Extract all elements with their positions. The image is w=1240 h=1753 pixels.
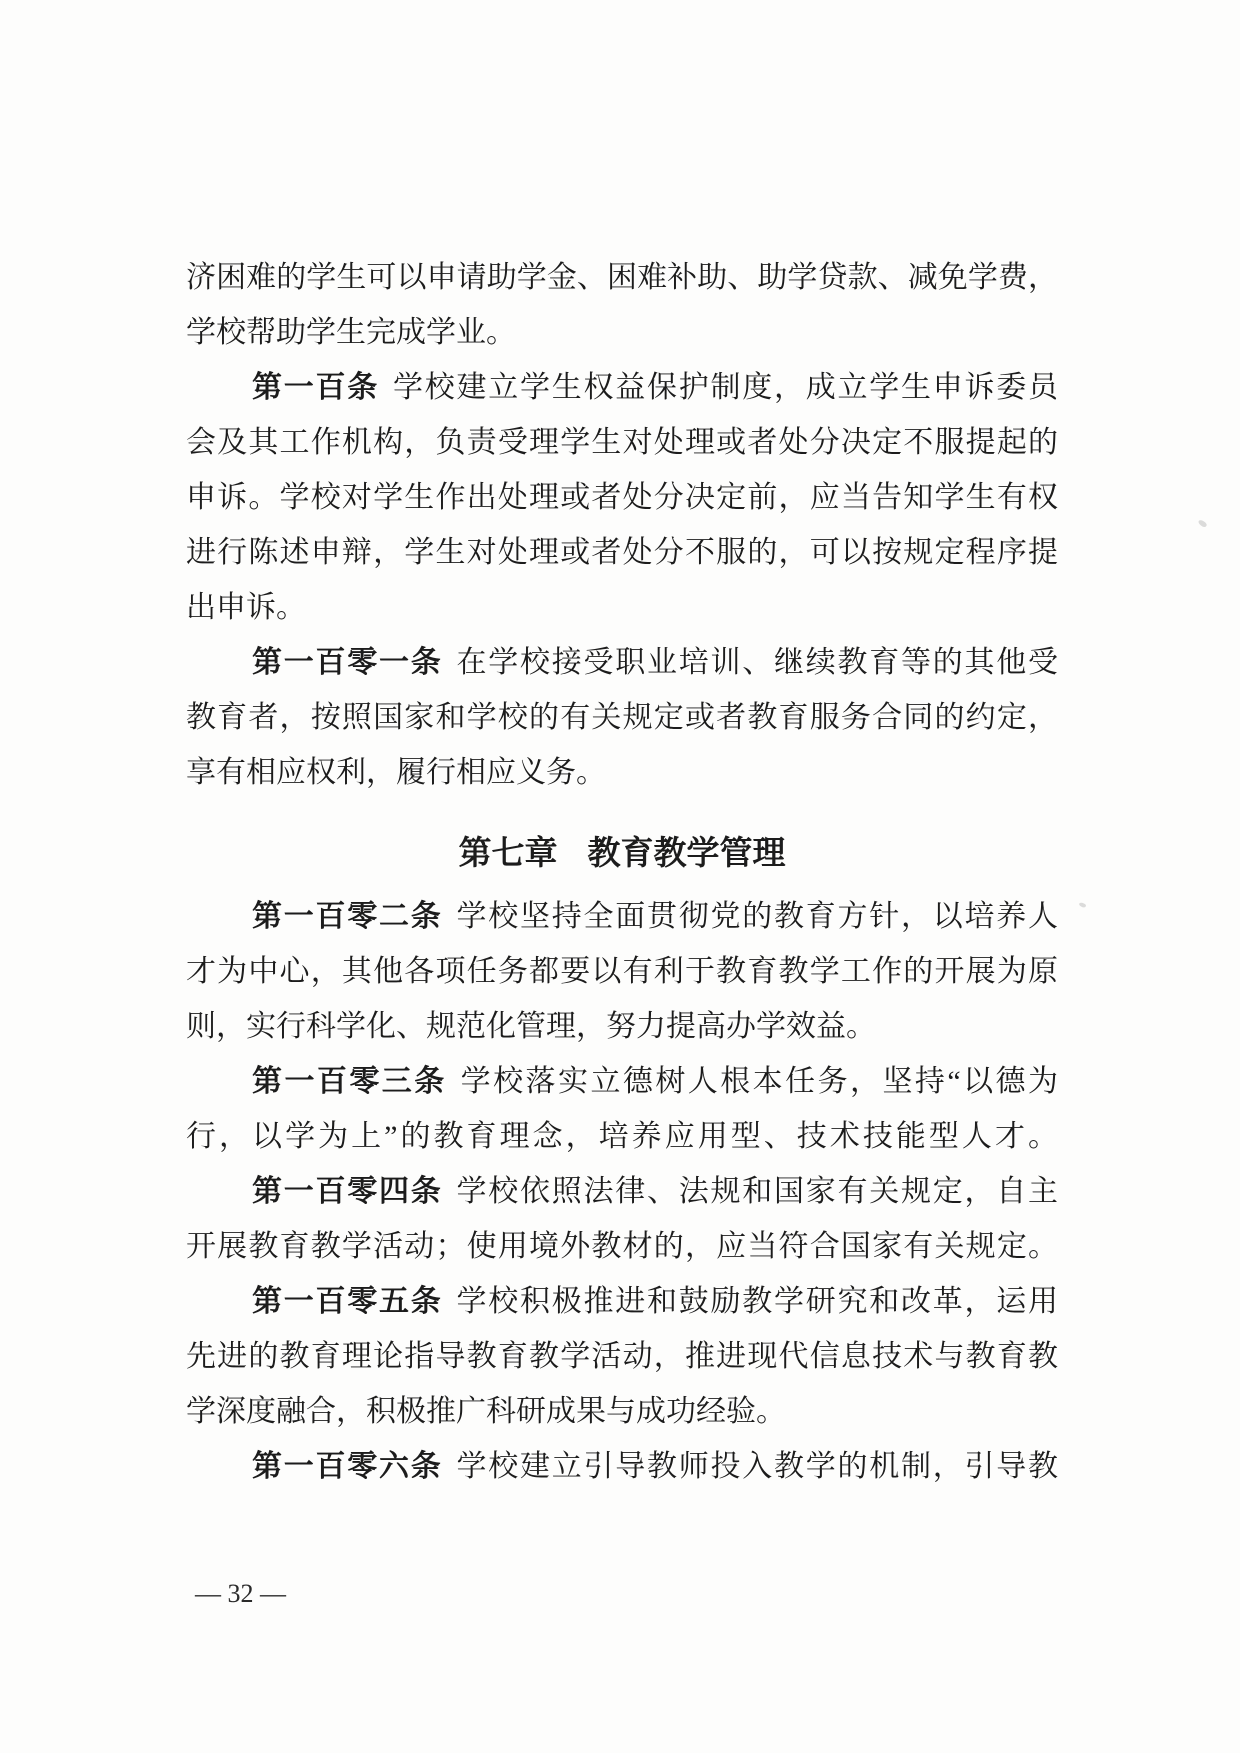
body-line xyxy=(186,305,1058,360)
body-line xyxy=(186,889,1058,944)
body-line xyxy=(186,580,1058,635)
line-text: 学校建立学生权益保护制度，成立学生申诉委员 xyxy=(393,371,1058,404)
body-line xyxy=(186,1274,1058,1329)
text-column xyxy=(186,250,1058,1494)
line-text: 教育者，按照国家和学校的有关规定或者教育服务合同的约定， xyxy=(186,701,1058,734)
article-label: 第一百零四条 xyxy=(252,1175,443,1208)
scan-speck xyxy=(1197,519,1207,528)
body-line xyxy=(186,1054,1058,1109)
line-text: 学校帮助学生完成学业。 xyxy=(186,316,516,349)
line-text: 学校依照法律、法规和国家有关规定，自主 xyxy=(456,1175,1058,1208)
line-text: 申诉。学校对学生作出处理或者处分决定前，应当告知学生有权 xyxy=(186,481,1058,514)
line-text: 学深度融合，积极推广科研成果与成功经验。 xyxy=(186,1395,786,1428)
body-line xyxy=(186,1164,1058,1219)
body-line xyxy=(186,470,1058,525)
line-text: 出申诉。 xyxy=(186,591,306,624)
body-line xyxy=(186,635,1058,690)
line-text: 开展教育教学活动；使用境外教材的，应当符合国家有关规定。 xyxy=(186,1230,1058,1263)
body-line xyxy=(186,1384,1058,1439)
body-line xyxy=(186,360,1058,415)
body-line xyxy=(186,999,1058,1054)
body-line xyxy=(186,1439,1058,1494)
line-text: 学校建立引导教师投入教学的机制，引导教 xyxy=(456,1450,1058,1483)
body-line xyxy=(186,525,1058,580)
line-text: 学校坚持全面贯彻党的教育方针，以培养人 xyxy=(456,900,1058,933)
chapter-title: 教育教学管理 xyxy=(587,834,786,871)
line-text: 享有相应权利，履行相应义务。 xyxy=(186,756,606,789)
line-text: 学校积极推进和鼓励教学研究和改革，运用 xyxy=(456,1285,1058,1318)
line-text: 在学校接受职业培训、继续教育等的其他受 xyxy=(456,646,1058,679)
line-text: 会及其工作机构，负责受理学生对处理或者处分决定不服提起的 xyxy=(186,426,1058,459)
article-label: 第一百零二条 xyxy=(252,900,443,933)
body-line xyxy=(186,415,1058,470)
line-text: 济困难的学生可以申请助学金、困难补助、助学贷款、减免学费， xyxy=(186,261,1058,294)
chapter-heading xyxy=(186,825,1058,880)
line-text: 学校落实立德树人根本任务，坚持“以德为 xyxy=(460,1065,1058,1098)
line-text: 则，实行科学化、规范化管理，努力提高办学效益。 xyxy=(186,1010,876,1043)
article-label: 第一百零一条 xyxy=(252,646,443,679)
page-number: — 32 — xyxy=(195,1579,286,1608)
line-text: 进行陈述申辩，学生对处理或者处分不服的，可以按规定程序提 xyxy=(186,536,1058,569)
line-text: 才为中心，其他各项任务都要以有利于教育教学工作的开展为原 xyxy=(186,955,1058,988)
body-line xyxy=(186,944,1058,999)
article-label: 第一百零五条 xyxy=(252,1285,443,1318)
body-line xyxy=(186,690,1058,745)
body-line xyxy=(186,250,1058,305)
article-label: 第一百零三条 xyxy=(252,1065,447,1098)
body-line xyxy=(186,1109,1058,1164)
body-line xyxy=(186,1219,1058,1274)
chapter-number: 第七章 xyxy=(458,834,558,871)
article-label: 第一百零六条 xyxy=(252,1450,443,1483)
body-line xyxy=(186,1329,1058,1384)
body-line xyxy=(186,745,1058,800)
line-text: 先进的教育理论指导教育教学活动，推进现代信息技术与教育教 xyxy=(186,1340,1058,1373)
scan-speck xyxy=(1078,902,1086,909)
line-text: 行，以学为上”的教育理念，培养应用型、技术技能型人才。 xyxy=(186,1120,1058,1153)
article-label: 第一百条 xyxy=(252,371,379,404)
